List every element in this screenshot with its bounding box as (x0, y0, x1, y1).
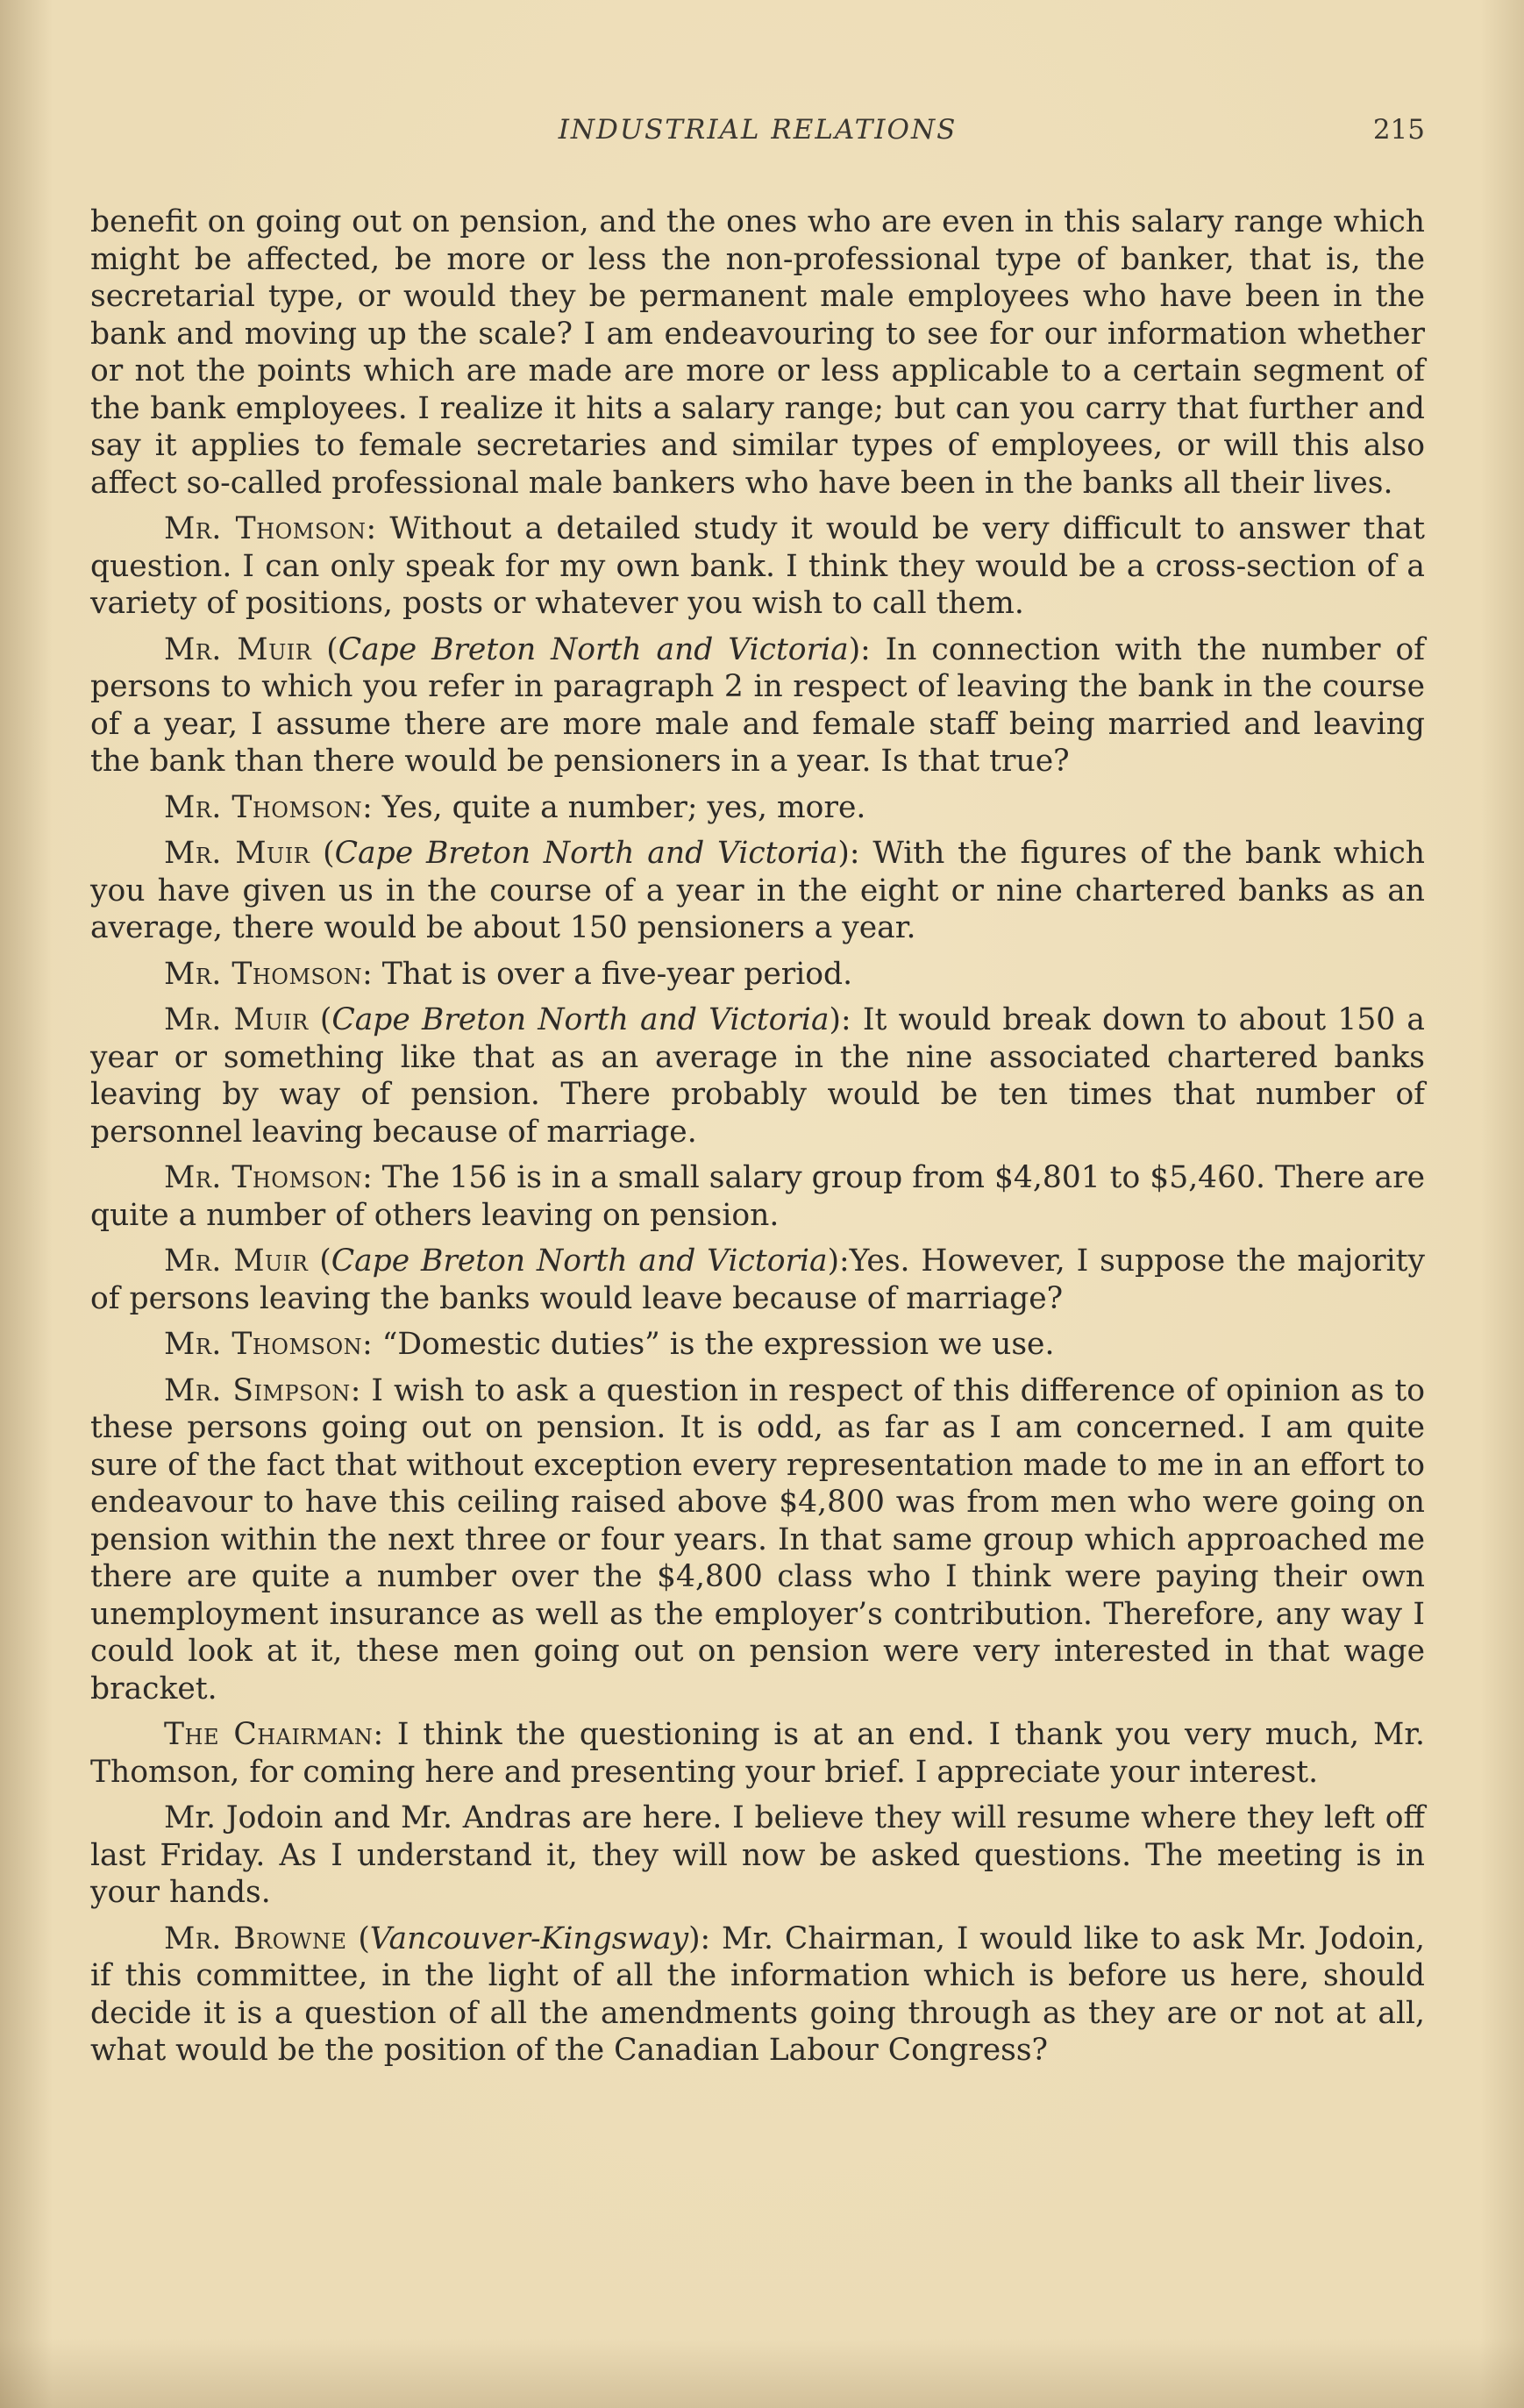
speaker-name: Mr. Muir (164, 836, 310, 871)
paragraph-text: Mr. Jodoin and Mr. Andras are here. I believe they will resume where they left off last Friday. As I understand it, they will now be asked questions. The meeting is in your hands. (90, 1800, 1425, 1910)
body-text (90, 203, 1425, 2070)
paragraph: Mr. Simpson: I wish to ask a question in respect of this difference of opinion as to these persons going out on pension. It is odd, as far as I am concerned. I am quite sure of the fact that without exception every representation made to me in an effort to endeavour to have this ceiling raised above $4,800 was from men who were going on pension within the next three or four years. In that same group which approached me there are quite a number over the $4,800 class who I think were paying their own unemployment insurance as well as the employer’s contribution. Therefore, any way I could look at it, these men going out on pension were very interested in that wage bracket. (90, 1372, 1425, 1706)
speaker-name: Mr. Thomson (164, 511, 367, 546)
paragraph-text: With the figures of the bank which you have given us in the course of a year in the eight or nine chartered banks as an average, there would be about 150 pensioners a year. (90, 836, 1425, 945)
paragraph: Mr. Thomson: That is over a five-year period. (164, 956, 853, 992)
speaker-name: Mr. Muir (164, 1243, 309, 1279)
page-number: 215 (1372, 114, 1425, 146)
document-page (90, 103, 1425, 2078)
speaker-name: Mr. Simpson (164, 1372, 351, 1408)
speaker-riding: Cape Breton North and Victoria (338, 631, 849, 667)
speaker-name: Mr. Thomson (164, 1327, 363, 1362)
speaker-riding: Vancouver-Kingsway (369, 1920, 689, 1956)
paragraph-text: Yes. However, I suppose the majority of persons leaving the banks would leave because of marriage? (90, 1243, 1426, 1316)
page-header (90, 103, 1425, 156)
paragraph-text: That is over a five-year period. (381, 956, 853, 992)
speaker-name: Mr. Muir (164, 1002, 309, 1037)
speaker-name: Mr. Thomson (164, 789, 363, 825)
speaker-riding: Cape Breton North and Victoria (334, 836, 838, 871)
paragraph: Mr. Browne (Vancouver-Kingsway): Mr. Chairman, I would like to ask Mr. Jodoin, if this committee, in the light of all the information which is before us here, should decide it is a question of all the amendments going through as they are or not at all, what would be the position of the Canadian Labour Congress? (90, 1920, 1425, 2068)
paragraph-text: It would break down to about 150 a year or something like that as an average in the nine associated chartered banks leaving by way of pension. There probably would be ten times that number of personnel leaving because of marriage. (90, 1002, 1425, 1150)
paragraph: Mr. Thomson: The 156 is in a small salary group from $4,801 to $5,460. There are quite a number of others leaving on pension. (90, 1160, 1425, 1233)
paragraph-text: “Domestic duties” is the expression we use. (381, 1327, 1055, 1362)
paragraph: Mr. Thomson: “Domestic duties” is the expression we use. (164, 1327, 1055, 1362)
paragraph: The Chairman: I think the questioning is at an end. I thank you very much, Mr. Thomson, for coming here and presenting your brief. I appreciate your interest. (90, 1717, 1425, 1790)
paragraph-text: I think the questioning is at an end. I thank you very much, Mr. Thomson, for coming here and presenting your brief. I appreciate your interest. (90, 1717, 1425, 1790)
speaker-name: The Chairman (164, 1717, 374, 1752)
speaker-name: Mr. Browne (164, 1920, 347, 1956)
paragraph: Mr. Thomson: Yes, quite a number; yes, more. (164, 789, 866, 825)
running-title: INDUSTRIAL RELATIONS (558, 114, 958, 146)
paragraph: Mr. Thomson: Without a detailed study it would be very difficult to answer that question. I can only speak for my own bank. I think they would be a cross-section of a variety of positions, posts or whatever you wish to call them. (90, 511, 1425, 621)
paragraph-text: Yes, quite a number; yes, more. (381, 789, 866, 825)
paragraph-text: I wish to ask a question in respect of this difference of opinion as to these persons going out on pension. It is odd, as far as I am concerned. I am quite sure of the fact that without exception every representation made to me in an effort to endeavour to have this ceiling raised above $4,800 was from men who were going on pension within the next three or four years. In that same group which approached me there are quite a number over the $4,800 class who I think were paying their own unemployment insurance as well as the employer’s contribution. Therefore, any way I could look at it, these men going out on pension were very interested in that wage bracket. (90, 1372, 1425, 1706)
speaker-riding: Cape Breton North and Victoria (331, 1243, 828, 1279)
paragraph (90, 1799, 1425, 1912)
paragraph-text: Without a detailed study it would be very difficult to answer that question. I can only speak for my own bank. I think they would be a cross-section of a variety of positions, posts or whatever you wish to call them. (90, 511, 1425, 621)
speaker-name: Mr. Thomson (164, 1160, 363, 1195)
paragraph-text: In connection with the number of persons to which you refer in paragraph 2 in respect of leaving the bank in the course of a year, I assume there are more male and female staff being married and leaving the bank than there would be pensioners in a year. Is that true? (90, 631, 1425, 779)
paragraph: Mr. Muir (Cape Breton North and Victoria):Yes. However, I suppose the majority of persons leaving the banks would leave because of marriage? (90, 1243, 1426, 1316)
paragraph: Mr. Muir (Cape Breton North and Victoria): With the figures of the bank which you have given us in the course of a year in the eight or nine chartered banks as an average, there would be about 150 pensioners a year. (90, 836, 1425, 945)
speaker-name: Mr. Muir (164, 631, 312, 667)
paragraph: Mr. Muir (Cape Breton North and Victoria): In connection with the number of persons to which you refer in paragraph 2 in respect of leaving the bank in the course of a year, I assume there are more male and female staff being married and leaving the bank than there would be pensioners in a year. Is that true? (90, 631, 1425, 779)
paragraph (90, 203, 1425, 502)
paragraph: Mr. Muir (Cape Breton North and Victoria): It would break down to about 150 a year or something like that as an average in the nine associated chartered banks leaving by way of pension. There probably would be ten times that number of personnel leaving because of marriage. (90, 1002, 1425, 1150)
speaker-riding: Cape Breton North and Victoria (331, 1002, 830, 1037)
speaker-name: Mr. Thomson (164, 956, 363, 992)
paragraph-text: Mr. Chairman, I would like to ask Mr. Jodoin, if this committee, in the light of all the information which is before us here, should decide it is a question of all the amendments going through as they are or not at all, what would be the position of the Canadian Labour Congress? (90, 1920, 1425, 2068)
paragraph-text: The 156 is in a small salary group from $4,801 to $5,460. There are quite a number of others leaving on pension. (90, 1160, 1425, 1233)
paragraph-text: benefit on going out on pension, and the ones who are even in this salary range which might be affected, be more or less the non-professional type of banker, that is, the secretarial type, or would they be permanent male employees who have been in the bank and moving up the scale? I am endeavouring to see for our information whether or not the points which are made are more or less applicable to a certain segment of the bank employees. I realize it hits a salary range; but can you carry that further and say it applies to female secretaries and similar types of employees, or will this also affect so-called professional male bankers who have been in the banks all their lives. (90, 204, 1425, 501)
